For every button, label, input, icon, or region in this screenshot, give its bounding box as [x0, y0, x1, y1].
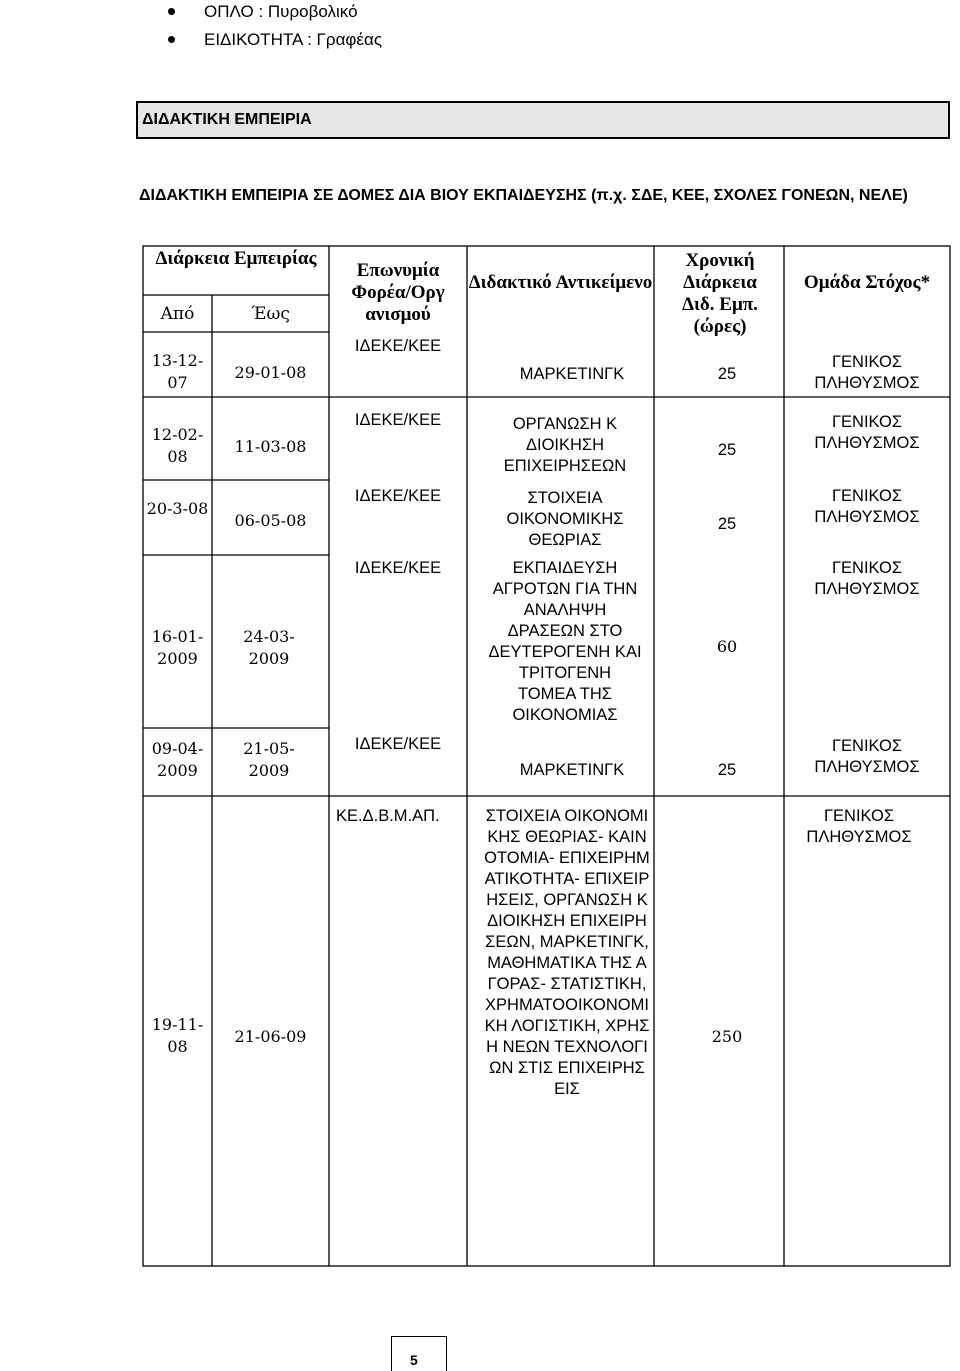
row-5-to: 21-05-2009	[243, 739, 295, 780]
row-4-hours: 60	[716, 637, 738, 656]
header-from: Από	[160, 304, 195, 324]
row-3-to: 06-05-08	[234, 511, 307, 530]
table-subheading: ΔΙΔΑΚΤΙΚΗ ΕΜΠΕΙΡΙΑ ΣΕ ΔΟΜΕΣ ΔΙΑ ΒΙΟΥ ΕΚΠΑΙΔΕΥΣΗΣ (π.χ. ΣΔΕ, ΚΕΕ, ΣΧΟΛΕΣ ΓΟΝΕΩΝ, ΝΕΛΕ)	[139, 187, 908, 204]
row-6-hours: 250	[711, 1027, 743, 1046]
row-6-to: 21-06-09	[234, 1027, 307, 1046]
page-number-box	[391, 1336, 447, 1371]
row-1-subject: ΜΑΡΚΕΤΙΝΓΚ	[519, 365, 625, 383]
row-1-hours: 25	[717, 365, 737, 383]
row-5-hours: 25	[717, 761, 737, 779]
row-2-from: 12-02-08	[151, 425, 204, 466]
row-1-from: 13-12-07	[151, 351, 204, 392]
row-5-from: 09-04-2009	[151, 739, 204, 780]
header-provider: Επωνυμία Φορέα/Οργ ανισμού	[351, 260, 445, 325]
row-6-from: 19-11-08	[151, 1015, 204, 1056]
row-2-target: ΓΕΝΙΚΟΣ ΠΛΗΘΥΣΜΟΣ	[814, 413, 920, 452]
row-3-hours: 25	[717, 515, 737, 533]
bullet-text: ΟΠΛΟ : Πυροβολικό	[204, 2, 358, 21]
row-6-target: ΓΕΝΙΚΟΣ ΠΛΗΘΥΣΜΟΣ	[806, 807, 912, 846]
row-2-subject: ΟΡΓΑΝΩΣΗ Κ ΔΙΟΙΚΗΣΗ ΕΠΙΧΕΙΡΗΣΕΩΝ	[503, 415, 627, 475]
row-3-from: 20-3-08	[146, 499, 209, 518]
row-3-provider: ΙΔΕΚΕ/ΚΕΕ	[354, 487, 442, 505]
row-2-provider: ΙΔΕΚΕ/ΚΕΕ	[354, 411, 442, 429]
row-3-subject: ΣΤΟΙΧΕΙΑ ΟΙΚΟΝΟΜΙΚΗΣ ΘΕΩΡΙΑΣ	[506, 489, 624, 549]
row-2-hours: 25	[717, 441, 737, 459]
header-target: Ομάδα Στόχος*	[803, 272, 931, 293]
row-4-from: 16-01-2009	[151, 627, 204, 668]
row-3-target: ΓΕΝΙΚΟΣ ΠΛΗΘΥΣΜΟΣ	[814, 487, 920, 526]
row-6-subject: ΣΤΟΙΧΕΙΑ ΟΙΚΟΝΟΜΙΚΗΣ ΘΕΩΡΙΑΣ- ΚΑΙΝΟΤΟΜΙΑ- ΕΠΙΧΕΙΡΗΜΑΤΙΚΟΤΗΤΑ- ΕΠΙΧΕΙΡΗΣΕΙΣ, ΟΡΓΑΝΩΣΗ Κ ΔΙΟΙΚΗΣΗ ΕΠΙΧΕΙΡΗΣΕΩΝ, ΜΑΡΚΕΤΙΝΓΚ, ΜΑΘΗΜΑΤΙΚΑ ΤΗΣ ΑΓΟΡΑΣ- ΣΤΑΤΙΣΤΙΚΗ, ΧΡΗΜΑΤΟΟΙΚΟΝΟΜΙΚΗ ΛΟΓΙΣΤΙΚΗ, ΧΡΗΣΗ ΝΕΩΝ ΤΕΧΝΟΛΟΓΙΩΝ ΣΤΙΣ ΕΠΙΧΕΙΡΗΣΕΙΣ	[484, 807, 650, 1098]
page-number: 5	[410, 1352, 418, 1368]
row-1-provider: ΙΔΕΚΕ/ΚΕΕ	[354, 337, 442, 355]
row-5-subject: ΜΑΡΚΕΤΙΝΓΚ	[519, 761, 625, 779]
header-subject: Διδακτικό Αντικείμενο	[468, 272, 653, 293]
row-1-target: ΓΕΝΙΚΟΣ ΠΛΗΘΥΣΜΟΣ	[814, 353, 920, 392]
header-duration: Διάρκεια Εμπειρίας	[155, 248, 317, 269]
row-4-to: 24-03-2009	[243, 627, 295, 668]
row-4-provider: ΙΔΕΚΕ/ΚΕΕ	[354, 559, 442, 577]
row-4-target: ΓΕΝΙΚΟΣ ΠΛΗΘΥΣΜΟΣ	[814, 559, 920, 598]
row-1-to: 29-01-08	[234, 363, 307, 382]
header-hours: Χρονική Διάρκεια Διδ. Εμπ. (ώρες)	[682, 250, 758, 337]
row-4-subject: ΕΚΠΑΙΔΕΥΣΗ ΑΓΡΟΤΩΝ ΓΙΑ ΤΗΝ ΑΝΑΛΗΨΗ ΔΡΑΣΕΩΝ ΣΤΟ ΔΕΥΤΕΡΟΓΕΝΗ ΚΑΙ ΤΡΙΤΟΓΕΝΗ ΤΟΜΕΑ ΤΗΣ ΟΙΚΟΝΟΜΙΑΣ	[488, 559, 642, 724]
row-5-target: ΓΕΝΙΚΟΣ ΠΛΗΘΥΣΜΟΣ	[814, 737, 920, 776]
bullet-text: ΕΙΔΙΚΟΤΗΤΑ : Γραφέας	[204, 30, 383, 49]
header-to: Έως	[251, 304, 290, 324]
row-2-to: 11-03-08	[234, 437, 307, 456]
section-title: ΔΙΔΑΚΤΙΚΗ ΕΜΠΕΙΡΙΑ	[142, 111, 312, 128]
row-5-provider: ΙΔΕΚΕ/ΚΕΕ	[354, 735, 442, 753]
row-6-provider: ΚΕ.Δ.Β.Μ.ΑΠ.	[336, 807, 440, 825]
